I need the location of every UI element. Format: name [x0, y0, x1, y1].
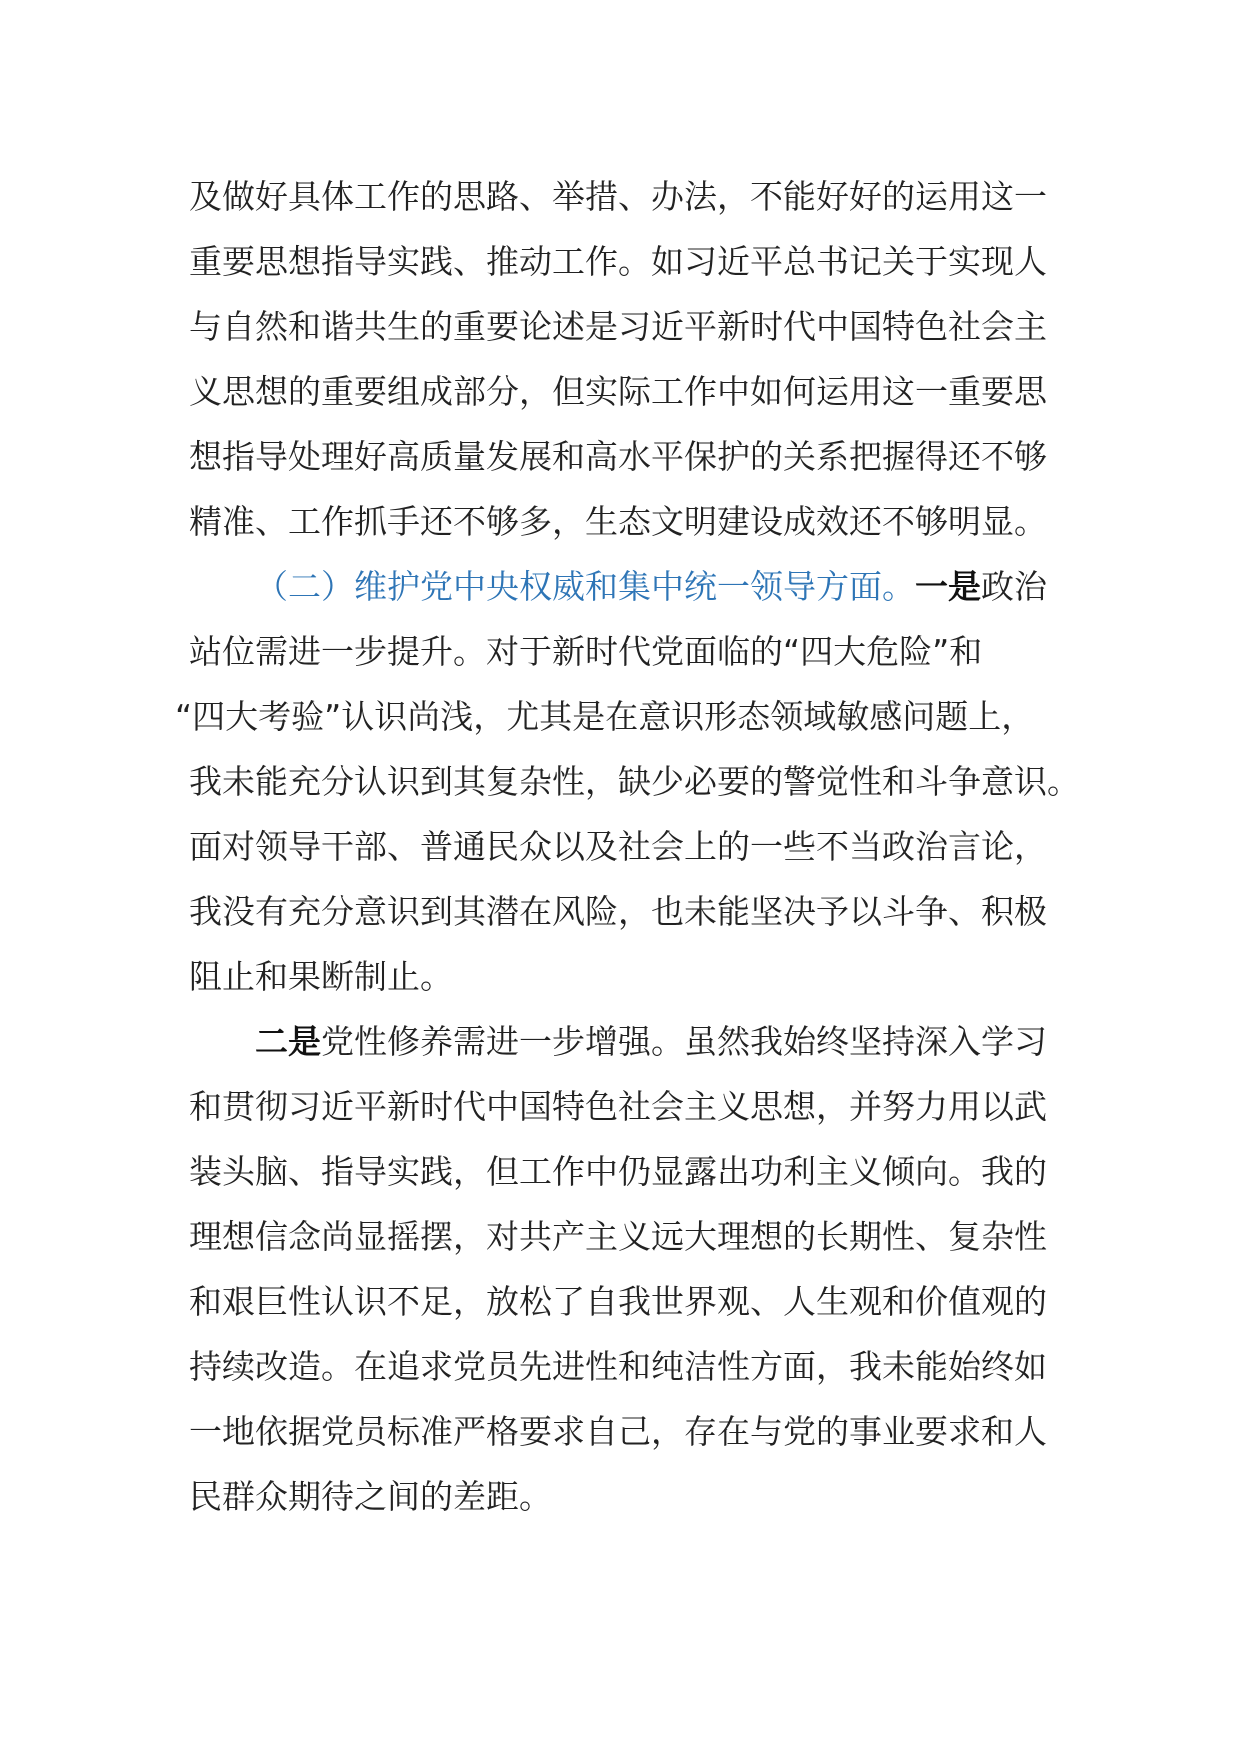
point-marker: 二是: [255, 1022, 321, 1061]
text-line: 精准、工作抓手还不够多，生态文明建设成效还不够明显。: [189, 502, 1047, 541]
paragraph-3: [189, 1009, 1059, 1529]
point-marker: 一是: [915, 567, 981, 606]
text-line: 阻止和果断制止。: [189, 957, 453, 996]
text-line: 面对领导干部、普通民众以及社会上的一些不当政治言论，: [189, 827, 1047, 866]
text-line: 和艰巨性认识不足，放松了自我世界观、人生观和价值观的: [189, 1282, 1047, 1321]
text-line: 站位需进一步提升。对于新时代党面临的“四大危险”和: [189, 632, 983, 671]
text-line: 想指导处理好高质量发展和高水平保护的关系把握得还不够: [189, 437, 1047, 476]
text-line: 装头脑、指导实践，但工作中仍显露出功利主义倾向。我的: [189, 1152, 1047, 1191]
text-line: 持续改造。在追求党员先进性和纯洁性方面，我未能始终如: [189, 1347, 1047, 1386]
text-line: 我未能充分认识到其复杂性，缺少必要的警觉性和斗争意识。: [189, 762, 1080, 801]
text-line: “四大考验”认识尚浅，尤其是在意识形态领域敏感问题上，: [175, 697, 1035, 736]
text-line: 义思想的重要组成部分，但实际工作中如何运用这一重要思: [189, 372, 1047, 411]
text-line: 与自然和谐共生的重要论述是习近平新时代中国特色社会主: [189, 307, 1047, 346]
document-page: [175, 164, 1080, 1529]
text-line: [189, 1009, 1059, 1074]
text-fragment: 党性修养需进一步增强。虽然我始终坚持深入学习: [321, 1022, 1047, 1061]
text-line: 重要思想指导实践、推动工作。如习近平总书记关于实现人: [189, 242, 1047, 281]
text-line: 我没有充分意识到其潜在风险，也未能坚决予以斗争、积极: [189, 892, 1047, 931]
text-line: 及做好具体工作的思路、举措、办法，不能好好的运用这一: [189, 177, 1047, 216]
paragraph-2: [175, 554, 1080, 1009]
paragraph-1: [189, 164, 1059, 554]
text-line: 理想信念尚显摇摆，对共产主义远大理想的长期性、复杂性: [189, 1217, 1047, 1256]
text-line: 和贯彻习近平新时代中国特色社会主义思想，并努力用以武: [189, 1087, 1047, 1126]
text-line: [189, 554, 1059, 619]
section-heading: （二）维护党中央权威和集中统一领导方面。: [255, 567, 915, 606]
text-line: 一地依据党员标准严格要求自己，存在与党的事业要求和人: [189, 1412, 1047, 1451]
text-fragment: 政治: [981, 567, 1047, 606]
text-line: 民群众期待之间的差距。: [189, 1477, 552, 1516]
